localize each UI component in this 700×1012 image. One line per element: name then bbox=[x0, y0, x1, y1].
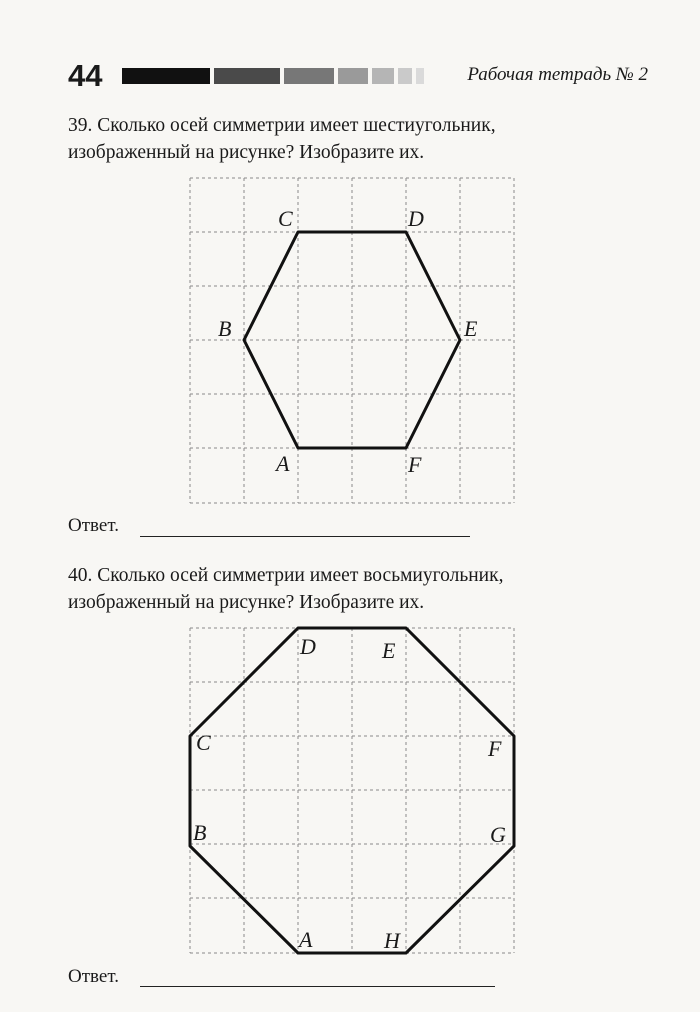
vertex-label-e: E bbox=[382, 638, 396, 663]
task-39-line-2: изображенный на рисунке? Изобразите их. bbox=[68, 142, 425, 163]
header-bar-segment bbox=[338, 68, 368, 84]
vertex-label-b: B bbox=[193, 820, 207, 845]
vertex-label-d: D bbox=[408, 206, 424, 231]
vertex-label-b: B bbox=[218, 316, 232, 341]
task-40-line-2: изображенный на рисунке? Изобразите их. bbox=[68, 592, 425, 613]
header-bar-segment bbox=[372, 68, 394, 84]
vertex-label-c: C bbox=[278, 206, 293, 231]
vertex-label-g: G bbox=[490, 822, 506, 847]
vertex-label-c: C bbox=[196, 730, 211, 755]
task-40-line-1: 40. Сколько осей симметрии имеет восьмиугольник, bbox=[68, 565, 504, 586]
workbook-title: Рабочая тетрадь № 2 bbox=[467, 64, 648, 85]
vertex-label-a: A bbox=[299, 927, 313, 952]
vertex-label-a: A bbox=[276, 451, 290, 476]
header-bar-segment bbox=[284, 68, 334, 84]
grid bbox=[190, 628, 514, 953]
header-bar-segment bbox=[398, 68, 412, 84]
task-40-answer-label: Ответ. bbox=[68, 966, 119, 987]
task-39-answer-label: Ответ. bbox=[68, 515, 119, 536]
header-bar-segment bbox=[122, 68, 210, 84]
header-bar-segment bbox=[416, 68, 424, 84]
task-39-text bbox=[68, 112, 658, 166]
vertex-label-e: E bbox=[464, 316, 478, 341]
header-bar-segment bbox=[214, 68, 280, 84]
page-number: 44 bbox=[68, 58, 103, 93]
vertex-label-d: D bbox=[300, 634, 316, 659]
vertex-label-f: F bbox=[408, 452, 422, 477]
vertex-label-h: H bbox=[384, 928, 400, 953]
hexagon-figure bbox=[180, 170, 530, 515]
task-39-line-1: 39. Сколько осей симметрии имеет шестиугольник, bbox=[68, 115, 496, 136]
task-40-text bbox=[68, 562, 658, 616]
page-header bbox=[68, 58, 648, 94]
octagon-figure bbox=[180, 620, 530, 965]
vertex-label-f: F bbox=[488, 736, 502, 761]
task-39-answer-line[interactable] bbox=[140, 536, 470, 537]
task-40-answer-line[interactable] bbox=[140, 986, 495, 987]
